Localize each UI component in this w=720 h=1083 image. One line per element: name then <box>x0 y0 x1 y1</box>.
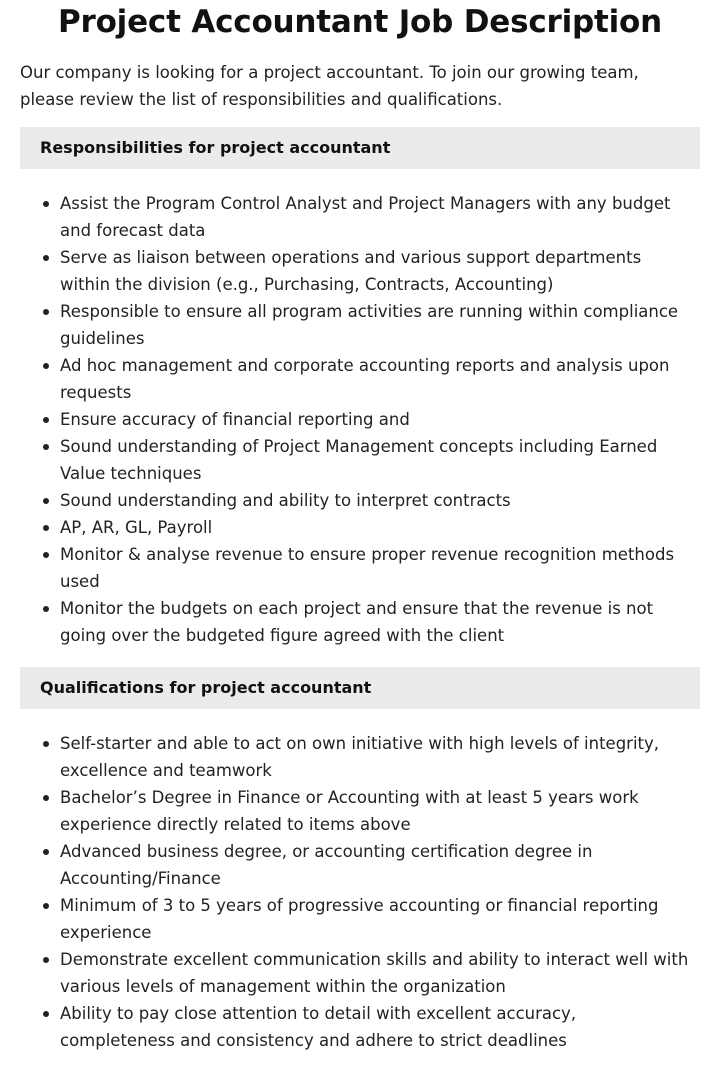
list-item: Monitor the budgets on each project and ensure that the revenue is not going over the budgeted figure agreed with the client <box>60 595 694 649</box>
list-item: Demonstrate excellent communication skills and ability to interact well with various levels of management within the organization <box>60 946 694 1000</box>
list-item: Bachelor’s Degree in Finance or Accounting with at least 5 years work experience directly related to items above <box>60 784 694 838</box>
page-title: Project Accountant Job Description <box>57 4 663 40</box>
intro-paragraph: Our company is looking for a project accountant. To join our growing team, please review the list of responsibilities and qualifications. <box>20 63 639 109</box>
list-item: Minimum of 3 to 5 years of progressive accounting or financial reporting experience <box>60 892 694 946</box>
responsibilities-heading: Responsibilities for project accountant <box>20 127 700 169</box>
qualifications-list <box>20 730 700 1054</box>
list-item: Sound understanding of Project Management concepts including Earned Value techniques <box>60 433 694 487</box>
list-item: Ability to pay close attention to detail with excellent accuracy, completeness and consistency and adhere to strict deadlines <box>60 1000 694 1054</box>
list-item: Advanced business degree, or accounting certification degree in Accounting/Finance <box>60 838 694 892</box>
list-item: Ad hoc management and corporate accounting reports and analysis upon requests <box>60 352 694 406</box>
list-item: AP, AR, GL, Payroll <box>60 514 694 541</box>
responsibilities-list <box>20 190 700 649</box>
list-item: Serve as liaison between operations and various support departments within the division (e.g., Purchasing, Contracts, Accounting) <box>60 244 694 298</box>
list-item: Ensure accuracy of financial reporting and <box>60 406 694 433</box>
qualifications-heading: Qualifications for project accountant <box>20 667 700 709</box>
list-item: Assist the Program Control Analyst and Project Managers with any budget and forecast data <box>60 190 694 244</box>
list-item: Monitor & analyse revenue to ensure proper revenue recognition methods used <box>60 541 694 595</box>
list-item: Responsible to ensure all program activities are running within compliance guidelines <box>60 298 694 352</box>
list-item: Self-starter and able to act on own initiative with high levels of integrity, excellence and teamwork <box>60 730 694 784</box>
list-item: Sound understanding and ability to interpret contracts <box>60 487 694 514</box>
